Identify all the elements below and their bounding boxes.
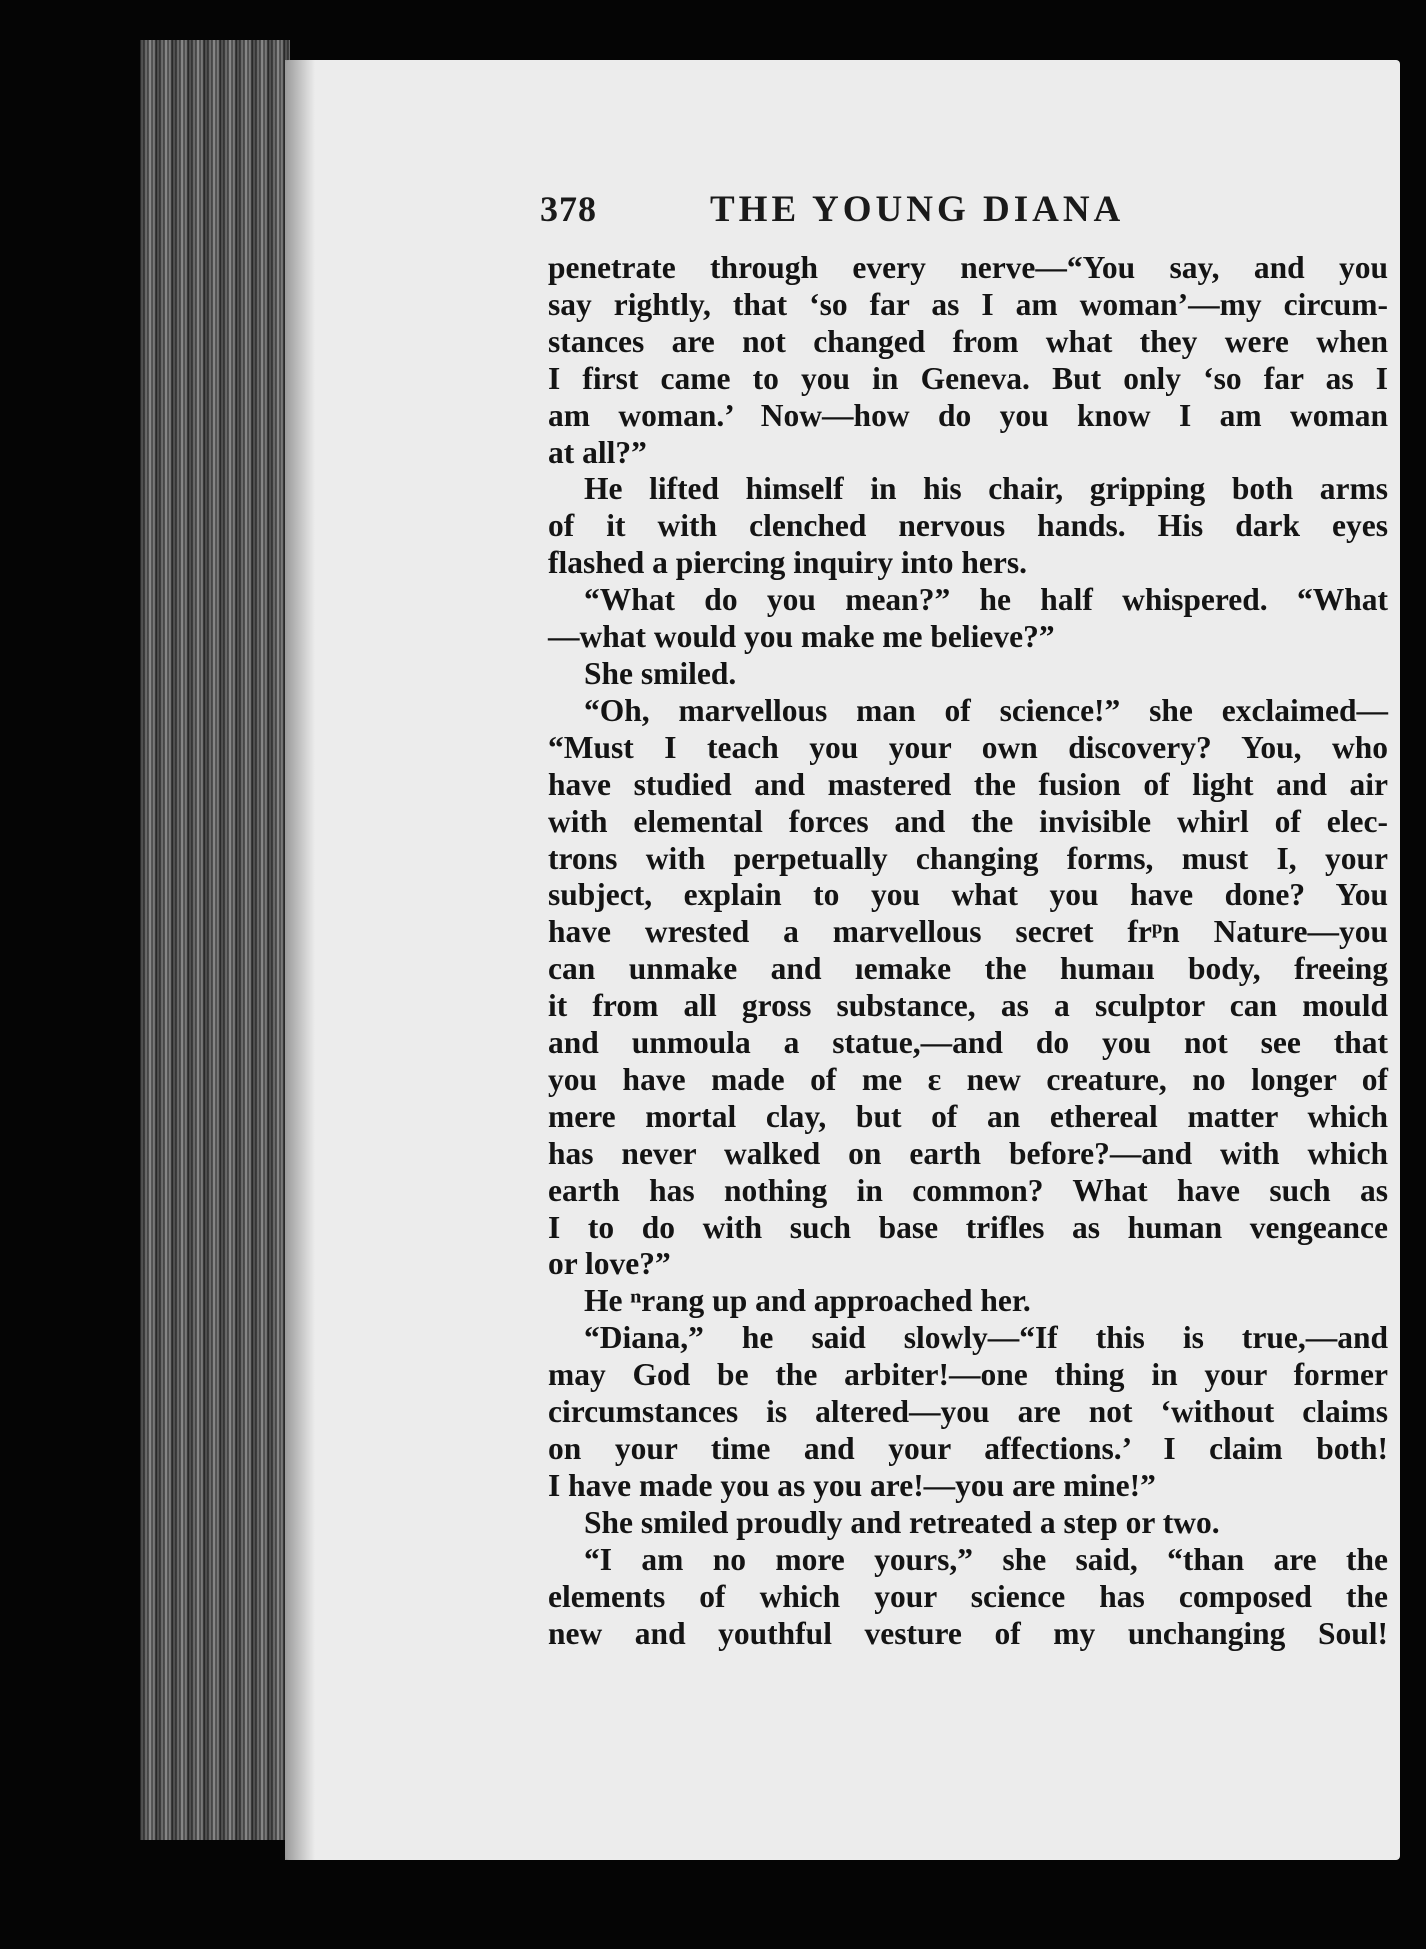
text-line: stances are not changed from what they were when bbox=[548, 323, 1388, 359]
text-line: you have made of me ɛ new creature, no longer of bbox=[548, 1061, 1388, 1097]
text-line: penetrate through every nerve—“You say, and you bbox=[548, 250, 1388, 285]
text-line: mere mortal clay, but of an ethereal matter which bbox=[548, 1098, 1388, 1134]
text-line: elements of which your science has composed the bbox=[548, 1578, 1388, 1614]
text-line: flashed a piercing inquiry into hers. bbox=[548, 545, 1027, 581]
text-line: have wrested a marvellous secret frᵖn Nature—you bbox=[548, 914, 1388, 950]
text-line: “What do you mean?” he half whispered. “What bbox=[584, 582, 1388, 618]
text-line: I have made you as you are!—you are mine!” bbox=[548, 1467, 1156, 1503]
text-line: have studied and mastered the fusion of light and air bbox=[548, 766, 1388, 802]
text-line: trons with perpetually changing forms, must I, your bbox=[548, 840, 1388, 876]
text-line: “I am no more yours,” she said, “than are the bbox=[584, 1541, 1388, 1577]
page-edge-stack bbox=[140, 40, 290, 1840]
text-line: or love?” bbox=[548, 1246, 671, 1282]
page-number: 378 bbox=[540, 189, 597, 229]
text-line: “Oh, marvellous man of science!” she exclaimed— bbox=[584, 692, 1388, 728]
page-header bbox=[540, 180, 1340, 240]
text-line: of it with clenched nervous hands. His dark eyes bbox=[548, 508, 1388, 544]
text-line: on your time and your affections.’ I claim both! bbox=[548, 1431, 1388, 1466]
text-line: “Diana,” he said slowly—“If this is true,—and bbox=[584, 1320, 1388, 1356]
text-line: may God be the arbiter!—one thing in your former bbox=[548, 1357, 1388, 1393]
text-line: He lifted himself in his chair, gripping both arms bbox=[584, 471, 1388, 507]
text-line: I first came to you in Geneva. But only ‘so far as I bbox=[548, 360, 1388, 396]
text-line: it from all gross substance, as a sculptor can mould bbox=[548, 988, 1388, 1024]
spine-shadow bbox=[285, 60, 315, 1860]
text-line: has never walked on earth before?—and with which bbox=[548, 1135, 1388, 1171]
text-line: He ⁿrang up and approached her. bbox=[584, 1283, 1031, 1319]
text-line: I to do with such base trifles as human vengeance bbox=[548, 1209, 1388, 1245]
text-line: and unmoula a statue,—and do you not see that bbox=[548, 1025, 1388, 1061]
text-line: am woman.’ Now—how do you know I am woman bbox=[548, 397, 1388, 433]
running-title: THE YOUNG DIANA bbox=[710, 189, 1125, 230]
text-line: —what would you make me believe?” bbox=[548, 619, 1055, 655]
body-text bbox=[548, 250, 1388, 1652]
text-line: with elemental forces and the invisible whirl of elec- bbox=[548, 803, 1388, 839]
text-line: earth has nothing in common? What have such as bbox=[548, 1172, 1388, 1208]
text-line: say rightly, that ‘so far as I am woman’—my circum- bbox=[548, 286, 1388, 322]
text-line: subject, explain to you what you have done? You bbox=[548, 877, 1388, 913]
text-line: She smiled. bbox=[584, 655, 737, 691]
text-line: circumstances is altered—you are not ‘without claims bbox=[548, 1394, 1388, 1430]
text-line: can unmake and ıemake the humaıı body, freeing bbox=[548, 951, 1388, 987]
text-line: at all?” bbox=[548, 434, 647, 470]
text-line: “Must I teach you your own discovery? You, who bbox=[548, 729, 1388, 765]
text-line: new and youthful vesture of my unchanging Soul! bbox=[548, 1615, 1388, 1651]
text-line: She smiled proudly and retreated a step or two. bbox=[584, 1504, 1220, 1540]
